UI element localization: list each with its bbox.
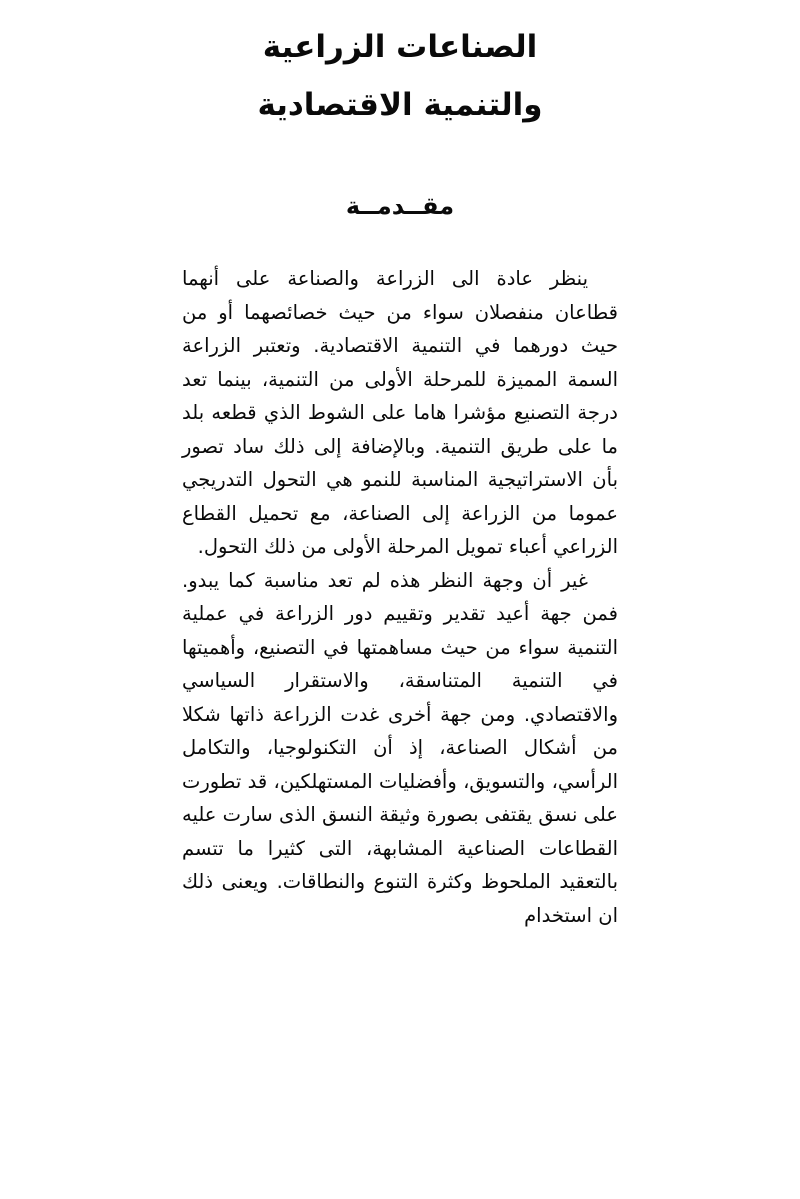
page-title-line-1: الصناعات الزراعية xyxy=(262,29,538,65)
paragraph-2: غير أن وجهة النظر هذه لم تعد مناسبة كما يبدو. فمن جهة أعيد تقدير وتقييم دور الزراعة في عملية التنمية سواء من حيث مساهمتها في التصنيع، وأهميتها في التنمية المتناسقة، والاستقرار السياسي والاقتصادي. ومن جهة أخرى غدت الزراعة ذاتها شكلا من أشكال الصناعة، إذ أن التكنولوجيا، والتكامل الرأسي، والتسويق، وأفضليات المستهلكين، قد تطورت على نسق يقتفى بصورة وثيقة النسق الذى سارت عليه القطاعات الصناعية المشابهة، التى كثيرا ما تتسم بالتعقيد الملحوظ وكثرة التنوع والنطاقات. ويعنى ذلك ان استخدام xyxy=(182,568,618,927)
paragraph-1: ينظر عادة الى الزراعة والصناعة على أنهما قطاعان منفصلان سواء من حيث خصائصهما أو من حيث دورهما في التنمية الاقتصادية. وتعتبر الزراعة السمة المميزة للمرحلة الأولى من التنمية، بينما تعد درجة التصنيع مؤشرا هاما على الشوط الذي قطعه بلد ما على طريق التنمية. وبالإضافة إلى ذلك ساد تصور بأن الاستراتيجية المناسبة للنمو هي التحول التدريجي عموما من الزراعة إلى الصناعة، مع تحميل القطاع الزراعي أعباء تمويل المرحلة الأولى من ذلك التحول. xyxy=(182,267,618,558)
page-title xyxy=(0,18,800,134)
page-title-line-2: والتنمية الاقتصادية xyxy=(257,87,543,123)
document-body xyxy=(182,262,618,932)
section-heading-introduction: مقــدمــة xyxy=(345,192,455,220)
